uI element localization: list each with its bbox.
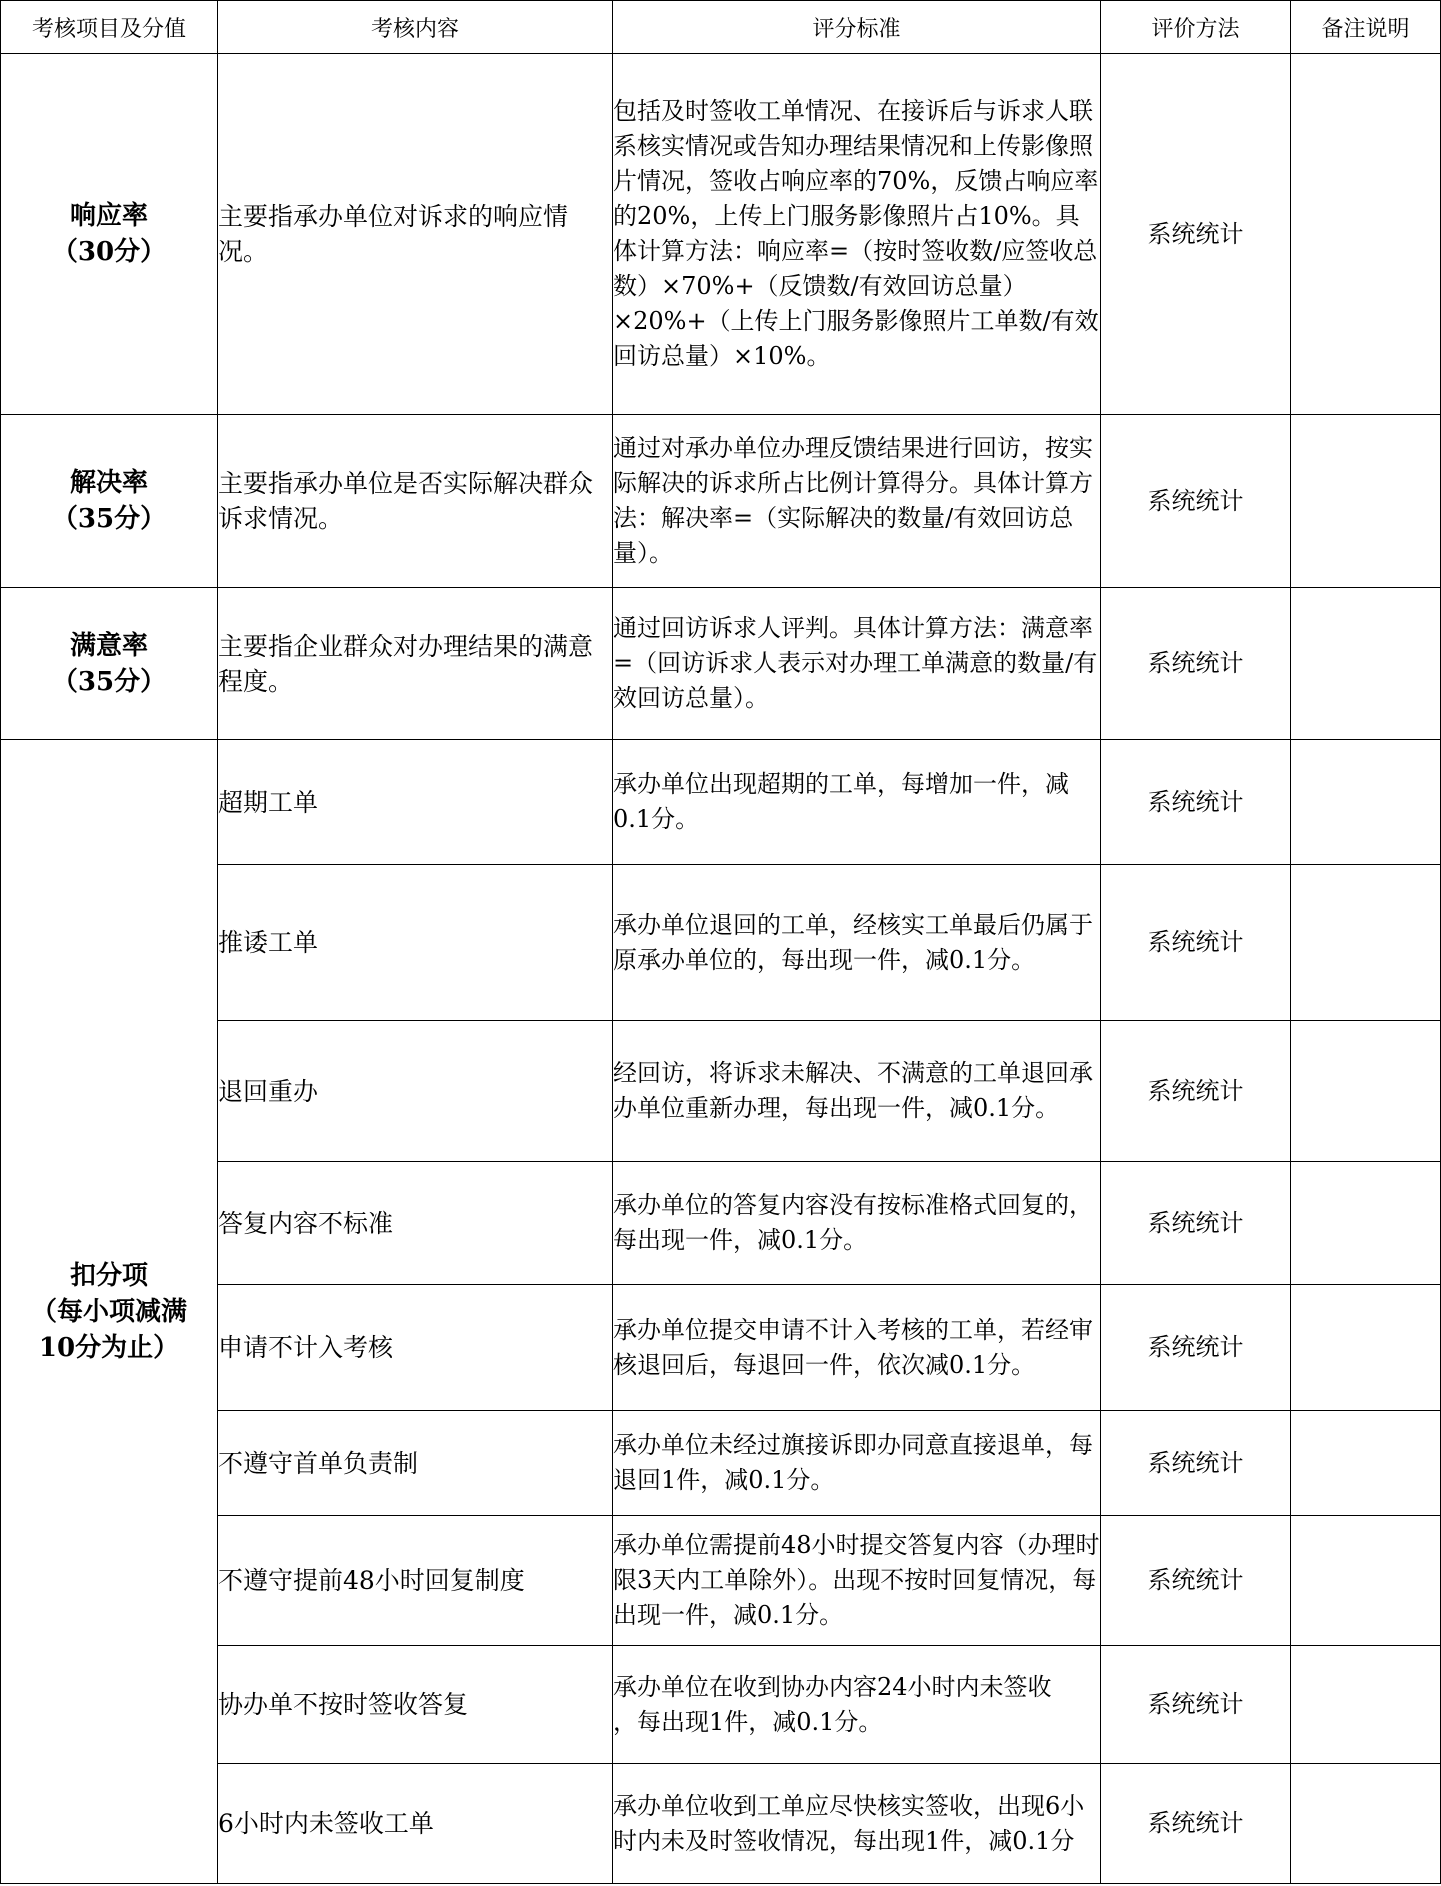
standard-cell: 承办单位提交申请不计入考核的工单，若经审核退回后，每退回一件，依次减0.1分。	[613, 1285, 1101, 1411]
header-note: 备注说明	[1291, 1, 1441, 54]
method-cell: 系统统计	[1101, 740, 1291, 865]
content-cell: 主要指企业群众对办理结果的满意程度。	[218, 588, 613, 740]
content-cell: 主要指承办单位对诉求的响应情况。	[218, 54, 613, 415]
standard-cell: 承办单位在收到协办内容24小时内未签收 ，每出现1件，减0.1分。	[613, 1646, 1101, 1764]
item-score: （35分）	[51, 666, 167, 697]
header-content: 考核内容	[218, 1, 613, 54]
note-cell	[1291, 588, 1441, 740]
method-cell: 系统统计	[1101, 1285, 1291, 1411]
table-row-resolution	[1, 415, 1441, 588]
note-cell	[1291, 1021, 1441, 1162]
note-cell	[1291, 1162, 1441, 1285]
content-cell: 主要指承办单位是否实际解决群众诉求情况。	[218, 415, 613, 588]
content-cell: 推诿工单	[218, 865, 613, 1021]
deduction-score: （每小项减满10分为止）	[30, 1296, 187, 1363]
content-cell: 不遵守首单负责制	[218, 1411, 613, 1516]
content-cell: 协办单不按时签收答复	[218, 1646, 613, 1764]
table-row-deduction	[1, 740, 1441, 865]
standard-cell: 通过对承办单位办理反馈结果进行回访，按实际解决的诉求所占比例计算得分。具体计算方法：解决率=（实际解决的数量/有效回访总量）。	[613, 415, 1101, 588]
method-cell: 系统统计	[1101, 54, 1291, 415]
table-row-satisfaction	[1, 588, 1441, 740]
header-method: 评价方法	[1101, 1, 1291, 54]
note-cell	[1291, 740, 1441, 865]
deduction-title: 扣分项	[69, 1260, 148, 1291]
content-cell: 超期工单	[218, 740, 613, 865]
note-cell	[1291, 1411, 1441, 1516]
method-cell: 系统统计	[1101, 415, 1291, 588]
content-cell: 不遵守提前48小时回复制度	[218, 1516, 613, 1646]
standard-cell: 承办单位未经过旗接诉即办同意直接退单，每退回1件，减0.1分。	[613, 1411, 1101, 1516]
standard-cell: 承办单位出现超期的工单，每增加一件，减0.1分。	[613, 740, 1101, 865]
content-cell: 6小时内未签收工单	[218, 1764, 613, 1884]
standard-cell: 承办单位需提前48小时提交答复内容（办理时限3天内工单除外）。出现不按时回复情况，每出现一件，减0.1分。	[613, 1516, 1101, 1646]
note-cell	[1291, 1516, 1441, 1646]
note-cell	[1291, 54, 1441, 415]
method-cell: 系统统计	[1101, 1021, 1291, 1162]
note-cell	[1291, 1285, 1441, 1411]
item-title: 满意率	[69, 630, 148, 661]
standard-cell: 通过回访诉求人评判。具体计算方法：满意率=（回访诉求人表示对办理工单满意的数量/有效回访总量）。	[613, 588, 1101, 740]
item-score: （35分）	[51, 504, 167, 534]
table-row-response	[1, 54, 1441, 415]
content-cell: 退回重办	[218, 1021, 613, 1162]
standard-cell: 承办单位退回的工单，经核实工单最后仍属于原承办单位的，每出现一件，减0.1分。	[613, 865, 1101, 1021]
standard-cell: 经回访，将诉求未解决、不满意的工单退回承办单位重新办理，每出现一件，减0.1分。	[613, 1021, 1101, 1162]
note-cell	[1291, 415, 1441, 588]
item-cell	[1, 54, 218, 415]
item-cell	[1, 415, 218, 588]
header-standard: 评分标准	[613, 1, 1101, 54]
method-cell: 系统统计	[1101, 1162, 1291, 1285]
method-cell: 系统统计	[1101, 1646, 1291, 1764]
item-title: 解决率	[69, 468, 148, 498]
standard-cell: 包括及时签收工单情况、在接诉后与诉求人联系核实情况或告知办理结果情况和上传影像照片情况，签收占响应率的70%，反馈占响应率的20%，上传上门服务影像照片占10%。具体计算方法：响应率=（按时签收数/应签收总数）×70%+（反馈数/有效回访总量）×20%+（上传上门服务影像照片工单数/有效回访总量）×10%。	[613, 54, 1101, 415]
method-cell: 系统统计	[1101, 588, 1291, 740]
method-cell: 系统统计	[1101, 1764, 1291, 1884]
method-cell: 系统统计	[1101, 865, 1291, 1021]
standard-cell: 承办单位的答复内容没有按标准格式回复的，每出现一件，减0.1分。	[613, 1162, 1101, 1285]
deduction-item-cell	[1, 740, 218, 1884]
item-score: （30分）	[51, 237, 167, 267]
note-cell	[1291, 865, 1441, 1021]
item-cell	[1, 588, 218, 740]
note-cell	[1291, 1764, 1441, 1884]
header-row	[1, 1, 1441, 54]
content-cell: 答复内容不标准	[218, 1162, 613, 1285]
content-cell: 申请不计入考核	[218, 1285, 613, 1411]
method-cell: 系统统计	[1101, 1411, 1291, 1516]
item-title: 响应率	[69, 201, 148, 231]
note-cell	[1291, 1646, 1441, 1764]
header-item: 考核项目及分值	[1, 1, 218, 54]
method-cell: 系统统计	[1101, 1516, 1291, 1646]
standard-cell: 承办单位收到工单应尽快核实签收，出现6小时内未及时签收情况，每出现1件，减0.1分	[613, 1764, 1101, 1884]
